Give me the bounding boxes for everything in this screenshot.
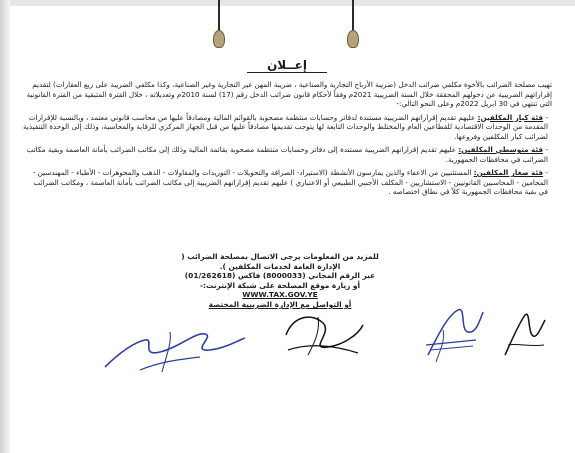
ribbon-seal-right bbox=[347, 30, 359, 48]
list-item-medium-taxpayers: - فئة متوسطي المكلفين: عليهم تقديم إقراراتهم الضريبية مستندة إلى دفاتر وحسابات منتظمة مصحوبة بقائمة المالية وذلك إلى مكاتب الضرائب بأمانة العاصمة وبقية مكاتب الضرائب في محافظات الجمهورية. bbox=[26, 145, 548, 164]
list-item-label: فئة كبار المكلفين: bbox=[477, 112, 544, 122]
ribbon-seal-left bbox=[213, 30, 225, 48]
list-item-text: عليهم تقديم إقراراتهم الضريبية مستندة لدفاتر وحسابات منتظمة مصحوبة بالقوائم المالية ومصادقاً عليها من محاسب قانوني معتمد ، وبالنسبة للإقرارات المقدمة من الوحدات الاقتصادية للقطاعين العام والمختلط والوحدات التابعة لها يتوجب تقديمها مصادقاً عليها من قبل الجهاز المركزي للرقابة والمحاسبة، وذلك إلى الوحدة التنفيذية لضرائب كبار المكلفين وفروعها. bbox=[23, 112, 548, 141]
announcement-body bbox=[22, 54, 552, 197]
signature-blue-left bbox=[100, 312, 250, 382]
contact-line: أو زيارة موقع المصلحة على شبكة الإنترنت:- bbox=[199, 280, 361, 290]
page-left-edge bbox=[0, 0, 10, 453]
announcement-title: إعــلان bbox=[22, 58, 552, 72]
intro-paragraph: تهيب مصلحة الضرائب بالأخوة مكلفي ضرائب الدخل (ضريبة الأرباح التجارية والصناعية ، ضريبة المهن غير التجارية وغير الصناعية، وكذا مكلفي الضريبة على ريع العقارات) لتقديم إقراراتهم الضريبية عن دخولهم المحققة خلال السنة الضريبية 2021م وفقاً لأحكام قانون ضرائب الدخل رقم (17) لسنة 2010م وتعديلاته ، خلال الفترة المتبقية من الفترة القانونية التي تنتهي في 30 ابريل 2022م وعلى النحو التالي:- bbox=[26, 80, 552, 108]
list-item-large-taxpayers: - فئة كبار المكلفين: عليهم تقديم إقراراتهم الضريبية مستندة لدفاتر وحسابات منتظمة مصحوبة بالقوائم المالية ومصادقاً عليها من محاسب قانوني معتمد ، وبالنسبة للإقرارات المقدمة من الوحدات الاقتصادية للقطاعين العام والمختلط والوحدات التابعة لها يتوجب تقديمها مصادقاً عليها من قبل الجهاز المركزي للرقابة والمحاسبة، وذلك إلى الوحدة التنفيذية لضرائب كبار المكلفين وفروعها. bbox=[23, 112, 548, 141]
signature-blue-right bbox=[418, 300, 488, 370]
list-item-label: فئة متوسطي المكلفين: bbox=[458, 145, 544, 154]
list-item-label: فئة صغار المكلفين: bbox=[473, 168, 544, 177]
signature-black-center bbox=[278, 305, 368, 365]
list-item-small-taxpayers: - فئة صغار المكلفين: المستثنيين من الاعفاء والذين يمارسون الأنشطة (الاستيراد- الصرافة والتحويلات - التوريدات والمقاولات - الذهب والمجوهرات - الأطباء - المهندسين - المحامين - المحاسبين القانونيين - الاستشاريين - المكلف الأجنبي الطبيعي أو الاعتباري ) عليهم تقديم إقراراتهم الضريبية إلى مكاتب الضرائب بأمانة العاصمة ، ومكاتب الضرائب في بقية محافظات الجمهورية كلاً في نطاق اختصاصه . bbox=[32, 168, 548, 196]
website-link[interactable]: WWW.TAX.GOV.YE bbox=[242, 290, 318, 300]
signature-black-right bbox=[500, 305, 550, 365]
list-item-text: المستثنيين من الاعفاء والذين يمارسون الأنشطة (الاستيراد- الصرافة والتحويلات - التوريدات والمقاولات - الذهب والمجوهرات - الأطباء - المهندسين - المحامين - المحاسبين القانونيين - الاستشاريين - المكلف الأجنبي الطبيعي أو الاعتباري ) عليهم تقديم إقراراتهم الضريبية إلى مكاتب الضرائب بأمانة العاصمة ، ومكاتب الضرائب في بقية محافظات الجمهورية كلاً في نطاق اختصاصه . bbox=[32, 168, 548, 196]
contact-line: أو التواصل مع الإدارة الضريبية المختصة bbox=[208, 299, 352, 309]
contact-line: للمزيد من المعلومات يرجى الاتصال بمصلحة الضرائب ( الإدارة العامة لخدمات المكلفين ). bbox=[181, 252, 379, 271]
page-top-edge bbox=[0, 0, 575, 6]
list-item-text: عليهم تقديم إقراراتهم الضريبية مستندة إلى دفاتر وحسابات منتظمة مصحوبة بقائمة المالية وذلك إلى مكاتب الضرائب بأمانة العاصمة وبقية مكاتب الضرائب في محافظات الجمهورية. bbox=[26, 145, 548, 164]
contact-block bbox=[170, 252, 390, 310]
contact-phone-fax: عبر الرقم المجاني (8000033) فاكس (01/262618) bbox=[184, 271, 376, 281]
